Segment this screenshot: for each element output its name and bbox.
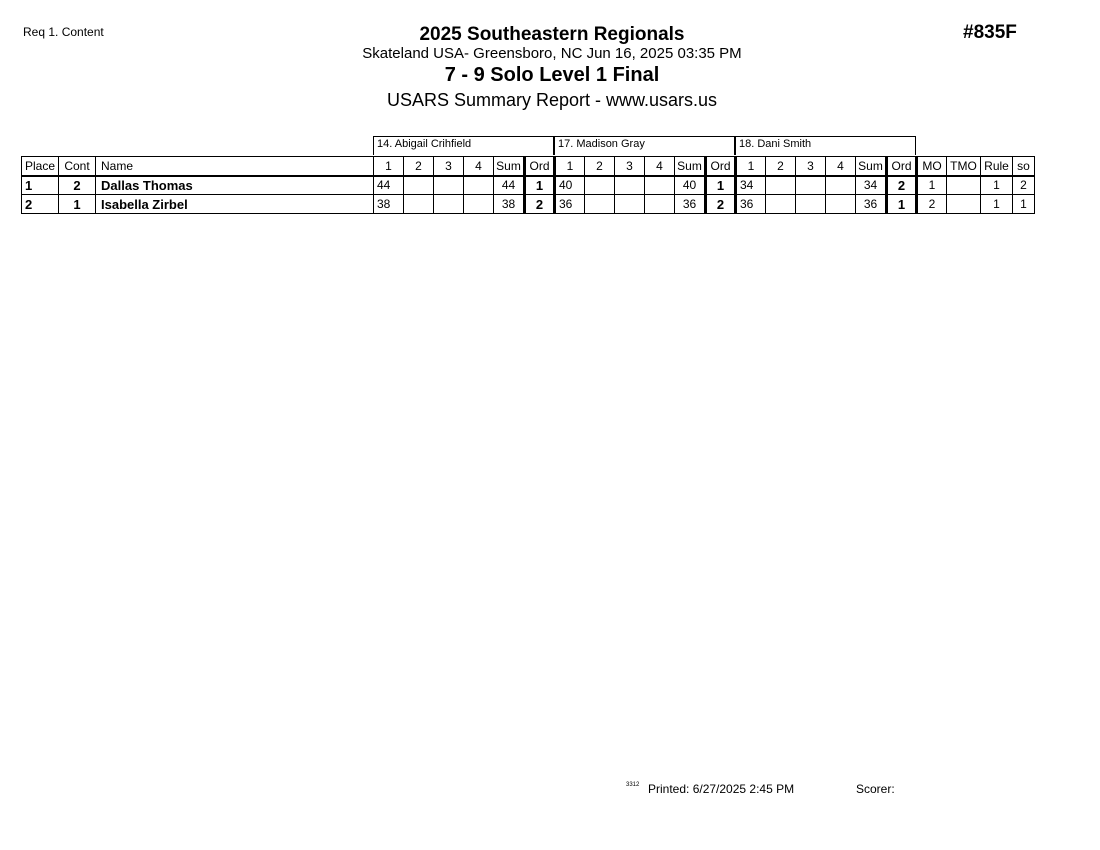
event-title: 7 - 9 Solo Level 1 Final: [444, 64, 660, 86]
col-j2-s3: 3: [615, 157, 645, 176]
tmo-cell: [947, 195, 981, 214]
cont-cell: 1: [59, 195, 96, 214]
rule-cell: 1: [981, 176, 1013, 195]
footer-mark: 3312: [626, 782, 640, 788]
score-cell: [796, 176, 826, 195]
score-cell: [826, 176, 856, 195]
sum-cell: 36: [856, 195, 887, 214]
score-cell: [464, 176, 494, 195]
place-cell: 1: [22, 176, 59, 195]
mo-cell: 1: [917, 176, 947, 195]
sum-cell: 36: [675, 195, 706, 214]
col-j3-s1: 1: [736, 157, 766, 176]
so-cell: 2: [1013, 176, 1035, 195]
table-row: [22, 195, 1035, 214]
judge-1-header: 14. Abigail Crihfield: [373, 136, 554, 155]
score-cell: [404, 195, 434, 214]
col-mo: MO: [917, 157, 947, 176]
scorer-label: Scorer:: [856, 782, 895, 796]
col-tmo: TMO: [947, 157, 981, 176]
score-cell: [585, 195, 615, 214]
ord-cell: 1: [887, 195, 917, 214]
score-cell: 36: [736, 195, 766, 214]
col-so: so: [1013, 157, 1035, 176]
col-place: Place: [22, 157, 59, 176]
judge-2-header: 17. Madison Gray: [554, 136, 735, 155]
col-j1-ord: Ord: [525, 157, 555, 176]
sum-cell: 40: [675, 176, 706, 195]
score-cell: [766, 195, 796, 214]
col-j3-sum: Sum: [856, 157, 887, 176]
score-cell: [615, 195, 645, 214]
score-cell: [404, 176, 434, 195]
skater-name: Isabella Zirbel: [96, 195, 374, 214]
col-j2-s2: 2: [585, 157, 615, 176]
score-cell: 36: [555, 195, 585, 214]
ord-cell: 2: [525, 195, 555, 214]
score-cell: 38: [374, 195, 404, 214]
score-cell: 40: [555, 176, 585, 195]
place-cell: 2: [22, 195, 59, 214]
report-title: USARS Summary Report - www.usars.us: [386, 90, 718, 110]
sum-cell: 44: [494, 176, 525, 195]
table-row: [22, 176, 1035, 195]
col-j1-s2: 2: [404, 157, 434, 176]
ord-cell: 1: [525, 176, 555, 195]
col-name: Name: [96, 157, 374, 176]
col-j1-s1: 1: [374, 157, 404, 176]
tmo-cell: [947, 176, 981, 195]
score-cell: [796, 195, 826, 214]
score-cell: [645, 176, 675, 195]
venue-date: Skateland USA- Greensboro, NC Jun 16, 2025 03:35 PM: [362, 45, 742, 62]
col-j2-s1: 1: [555, 157, 585, 176]
score-cell: 34: [736, 176, 766, 195]
col-j1-s4: 4: [464, 157, 494, 176]
col-j2-s4: 4: [645, 157, 675, 176]
score-cell: [585, 176, 615, 195]
sum-cell: 38: [494, 195, 525, 214]
score-cell: [766, 176, 796, 195]
request-label: Req 1. Content: [23, 25, 104, 39]
col-j1-s3: 3: [434, 157, 464, 176]
score-cell: [645, 195, 675, 214]
col-j3-s3: 3: [796, 157, 826, 176]
col-j1-sum: Sum: [494, 157, 525, 176]
ord-cell: 1: [706, 176, 736, 195]
col-j3-ord: Ord: [887, 157, 917, 176]
judge-3-header: 18. Dani Smith: [735, 136, 916, 155]
score-cell: [826, 195, 856, 214]
ord-cell: 2: [706, 195, 736, 214]
table-header-row: [22, 157, 1035, 176]
skater-name: Dallas Thomas: [96, 176, 374, 195]
event-code: #835F: [963, 22, 1017, 43]
col-rule: Rule: [981, 157, 1013, 176]
so-cell: 1: [1013, 195, 1035, 214]
col-j3-s4: 4: [826, 157, 856, 176]
col-j3-s2: 2: [766, 157, 796, 176]
score-cell: [615, 176, 645, 195]
competition-title: 2025 Southeastern Regionals: [419, 24, 685, 45]
cont-cell: 2: [59, 176, 96, 195]
col-j2-ord: Ord: [706, 157, 736, 176]
score-cell: [464, 195, 494, 214]
sum-cell: 34: [856, 176, 887, 195]
score-cell: [434, 195, 464, 214]
score-cell: [434, 176, 464, 195]
mo-cell: 2: [917, 195, 947, 214]
col-j2-sum: Sum: [675, 157, 706, 176]
results-table: [21, 156, 1035, 214]
ord-cell: 2: [887, 176, 917, 195]
rule-cell: 1: [981, 195, 1013, 214]
score-cell: 44: [374, 176, 404, 195]
printed-timestamp: Printed: 6/27/2025 2:45 PM: [648, 782, 795, 796]
col-cont: Cont: [59, 157, 96, 176]
